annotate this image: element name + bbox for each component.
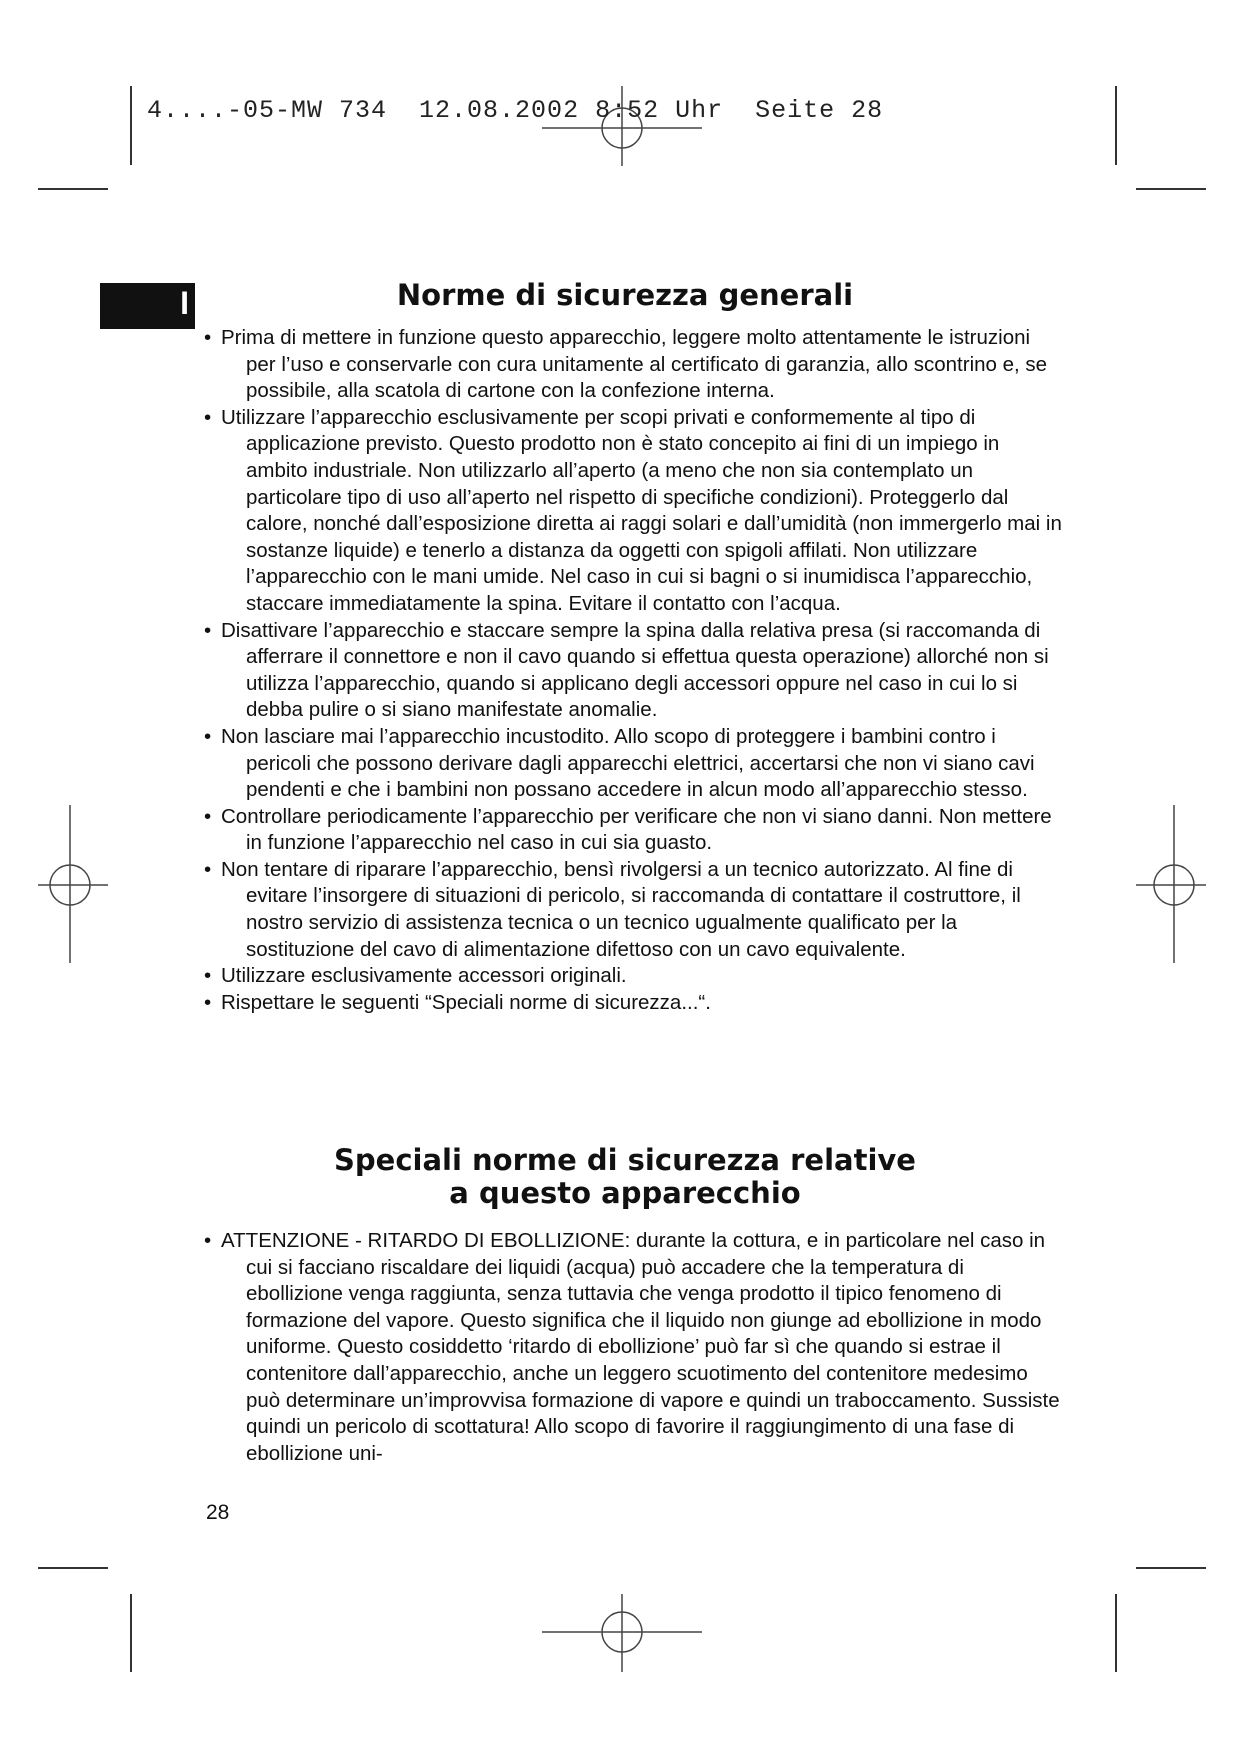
- list-item: • Controllare periodicamente l’apparecchio per verificare che non vi siano danni. Non mettere in funzione l’apparecchio nel caso in cui sia guasto.: [204, 804, 1062, 857]
- list-item: • Prima di mettere in funzione questo apparecchio, leggere molto attentamente le istruzioni per l’uso e conservarle con cura unitamente al certificato di garanzia, allo scontrino e, se possibile, alla scatola di cartone con la confezione interna.: [204, 325, 1062, 405]
- section-title-general-safety: Norme di sicurezza generali: [396, 278, 854, 312]
- print-slug-line: 4....-05-MW 734 12.08.2002 8:52 Uhr Seite 28: [147, 96, 884, 125]
- section-title-line-2: a questo apparecchio: [449, 1176, 801, 1210]
- special-safety-list: [204, 1228, 1062, 1467]
- list-item: • Non tentare di riparare l’apparecchio, bensì rivolgersi a un tecnico autorizzato. Al fine di evitare l’insorgere di situazioni di pericolo, si raccomanda di contattare il costruttore, il nostro servizio di assistenza tecnica o un tecnico ugualmente qualificato per la sostituzione del cavo di alimentazione difettoso con un cavo equivalente.: [204, 857, 1062, 963]
- list-item: • Rispettare le seguenti “Speciali norme di sicurezza...“.: [204, 990, 1062, 1017]
- list-item: • Utilizzare l’apparecchio esclusivamente per scopi privati e conformemente al tipo di applicazione previsto. Questo prodotto non è stato concepito ai fini di un impiego in ambito industriale. Non utilizzarlo all’aperto (a meno che non sia contemplato un particolare tipo di uso all’aperto nel rispetto di specifiche condizioni). Proteggerlo dal calore, nonché dall’esposizione diretta ai raggi solari e dall’umidità (non immergerlo mai in sostanze liquide) e tenerlo a distanza da oggetti con spigoli affilati. Non utilizzare l’apparecchio con le mani umide. Nel caso in cui si bagni o si inumidisca l’apparecchio, staccare immediatamente la spina. Evitare il contatto con l’acqua.: [204, 405, 1062, 618]
- section-title-line-1: Speciali norme di sicurezza relative: [334, 1143, 916, 1177]
- list-item: • ATTENZIONE - RITARDO DI EBOLLIZIONE: durante la cottura, e in particolare nel caso in cui si facciano riscaldare dei liquidi (acqua) può accadere che la temperatura di ebollizione venga raggiunta, senza tuttavia che venga prodotto il tipico fenomeno di formazione del vapore. Questo significa che il liquido non giunge ad ebollizione in modo uniforme. Questo cosiddetto ‘ritardo di ebollizione’ può far sì che quando si estrae il contenitore dall’apparecchio, anche un leggero scuotimento del contenitore medesimo può determinare un’improvvisa formazione di vapore e quindi un traboccamento. Sussiste quindi un pericolo di scottatura! Allo scopo di favorire il raggiungimento di una fase di ebollizione uni-: [204, 1228, 1062, 1467]
- page-number: 28: [206, 1501, 230, 1524]
- general-safety-list: [204, 325, 1062, 1016]
- language-tab-label: I: [180, 285, 189, 321]
- list-item: • Disattivare l’apparecchio e staccare sempre la spina dalla relativa presa (si raccomanda di afferrare il connettore e non il cavo quando si effettua questa operazione) allorché non si utilizza l’apparecchio, quando si applicano degli accessori oppure nel caso in cui lo si debba pulire o si siano manifestate anomalie.: [204, 618, 1062, 724]
- list-item: • Non lasciare mai l’apparecchio incustodito. Allo scopo di proteggere i bambini contro i pericoli che possono derivare dagli apparecchi elettrici, accertarsi che non vi siano cavi pendenti e che i bambini non possano accedere in alcun modo all’apparecchio stesso.: [204, 724, 1062, 804]
- section-title-special-safety: [200, 1144, 1050, 1210]
- language-tab: [100, 283, 195, 329]
- list-item: • Utilizzare esclusivamente accessori originali.: [204, 963, 1062, 990]
